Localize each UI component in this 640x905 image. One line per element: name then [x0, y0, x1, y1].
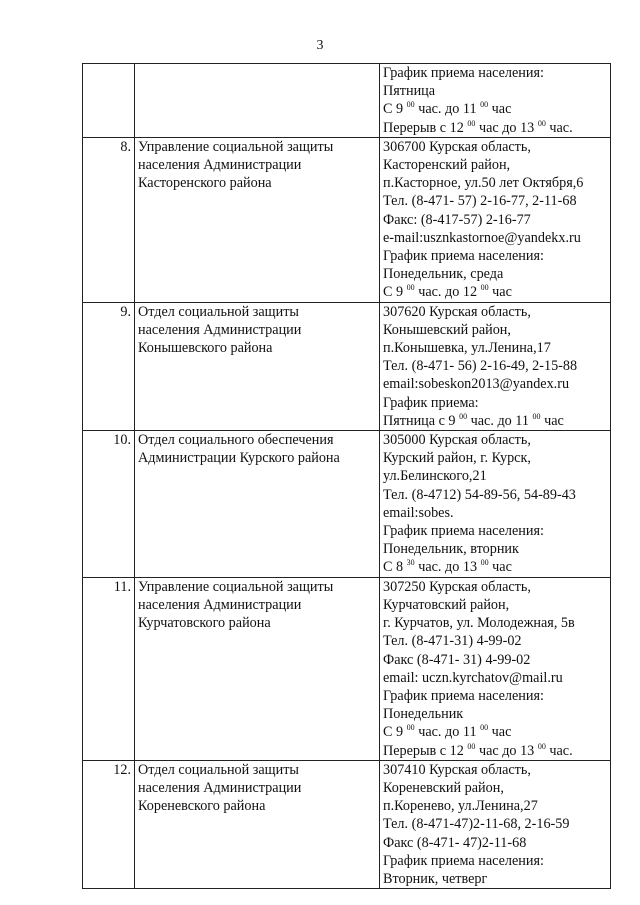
time-minutes: 00: [459, 411, 468, 421]
time-minutes: 00: [537, 741, 546, 751]
contact-line: Касторенский район,: [383, 157, 511, 174]
organization-line: Управление социальной защиты: [138, 578, 334, 595]
contact-info: [380, 64, 611, 138]
contact-line: Тел. (8-471-47)2-11-68, 2-16-59: [383, 816, 570, 833]
contact-info: [380, 431, 611, 578]
table-row: [83, 137, 611, 302]
time-minutes: 00: [537, 118, 546, 128]
organization-line: населения Администрации: [138, 779, 302, 796]
row-number: 8.: [83, 137, 135, 302]
table-body: [83, 64, 611, 889]
contact-line: Перерыв с 12 $^{00}$ час до 13 $^{00}$ час.: [383, 118, 573, 136]
contact-line: Конышевский район,: [383, 321, 511, 338]
time-minutes: 00: [480, 723, 489, 733]
time-minutes: 00: [532, 411, 541, 421]
organization-line: Администрации Курского района: [138, 450, 340, 467]
time-minutes: 30: [406, 558, 415, 568]
contact-line: ул.Белинского,21: [383, 468, 487, 485]
organization-line: Кореневского района: [138, 798, 266, 815]
contact-line: Тел. (8-471-31) 4-99-02: [383, 633, 522, 650]
time-minutes: 00: [480, 283, 489, 293]
time-minutes: 00: [406, 100, 415, 110]
contact-line: Понедельник, вторник: [383, 541, 519, 558]
contact-line: Вторник, четверг: [383, 870, 488, 887]
row-number: 9.: [83, 302, 135, 430]
contact-line: График приема населения:: [383, 852, 544, 869]
contact-line: email:sobeskon2013@yandex.ru: [383, 376, 570, 393]
organization-line: населения Администрации: [138, 157, 302, 174]
row-number: 10.: [83, 431, 135, 578]
table-row: [83, 302, 611, 430]
contact-line: График приема населения:: [383, 687, 544, 704]
contact-line: График приема населения:: [383, 523, 544, 540]
table-row: [83, 431, 611, 578]
contact-line: Понедельник: [383, 706, 464, 723]
time-minutes: 00: [480, 100, 489, 110]
table-row: [83, 760, 611, 888]
contact-line: email: uczn.kyrchatov@mail.ru: [383, 669, 563, 686]
time-minutes: 00: [406, 723, 415, 733]
organization-line: Касторенского района: [138, 175, 272, 192]
organization-line: Управление социальной защиты: [138, 138, 334, 155]
contact-line: С 9 $^{00}$ час. до 11 $^{00}$ час: [383, 100, 512, 118]
contact-line: 306700 Курская область,: [383, 138, 531, 155]
contact-line: 307250 Курская область,: [383, 578, 531, 595]
organization-line: Конышевского района: [138, 340, 273, 357]
contact-line: Факс (8-471- 31) 4-99-02: [383, 651, 531, 668]
contact-line: Понедельник, среда: [383, 266, 504, 283]
contact-line: e-mail:usznkastornoe@yandekx.ru: [383, 229, 581, 246]
time-minutes: 00: [406, 283, 415, 293]
contact-info: [380, 137, 611, 302]
organization-line: Отдел социального обеспечения: [138, 432, 334, 449]
contact-info: [380, 577, 611, 760]
contact-line: Тел. (8-471- 56) 2-16-49, 2-15-88: [383, 358, 578, 375]
page-number: 3: [316, 38, 324, 53]
organization-name: [135, 137, 380, 302]
contact-line: Факс (8-471- 47)2-11-68: [383, 834, 527, 851]
contact-line: Перерыв с 12 $^{00}$ час до 13 $^{00}$ час.: [383, 741, 573, 759]
contact-line: Факс: (8-417-57) 2-16-77: [383, 211, 531, 228]
contact-line: Тел. (8-4712) 54-89-56, 54-89-43: [383, 486, 576, 503]
contact-info: [380, 760, 611, 888]
contact-line: 307410 Курская область,: [383, 761, 531, 778]
contact-line: С 9 $^{00}$ час. до 11 $^{00}$ час: [383, 723, 512, 741]
organization-name: [135, 64, 380, 138]
time-minutes: 00: [467, 118, 476, 128]
organization-line: Отдел социальной защиты: [138, 303, 299, 320]
contact-line: Тел. (8-471- 57) 2-16-77, 2-11-68: [383, 193, 577, 210]
contact-line: п.Касторное, ул.50 лет Октября,6: [383, 175, 584, 192]
contact-line: Пятница: [383, 83, 436, 100]
organization-line: населения Администрации: [138, 321, 302, 338]
contact-line: Курский район, г. Курск,: [383, 450, 531, 467]
time-minutes: 00: [467, 741, 476, 751]
organization-name: [135, 760, 380, 888]
organization-line: Отдел социальной защиты: [138, 761, 299, 778]
departments-table: [82, 63, 611, 889]
table-row: [83, 577, 611, 760]
contact-line: С 9 $^{00}$ час. до 12 $^{00}$ час: [383, 283, 512, 301]
row-number: 12.: [83, 760, 135, 888]
contact-line: Пятница с 9 $^{00}$ час. до 11 $^{00}$ час: [383, 411, 564, 429]
contact-info: [380, 302, 611, 430]
contact-line: Кореневский район,: [383, 779, 504, 796]
contact-line: г. Курчатов, ул. Молодежная, 5в: [383, 615, 575, 632]
row-number: [83, 64, 135, 138]
contact-line: Курчатовский район,: [383, 596, 510, 613]
time-minutes: 00: [480, 558, 489, 568]
contact-line: График приема:: [383, 394, 479, 411]
organization-line: Курчатовского района: [138, 615, 271, 632]
contact-line: С 8 $^{30}$ час. до 13 $^{00}$ час: [383, 558, 512, 576]
contact-line: п.Коренево, ул.Ленина,27: [383, 798, 538, 815]
organization-name: [135, 431, 380, 578]
contact-line: 305000 Курская область,: [383, 432, 531, 449]
contact-line: 307620 Курская область,: [383, 303, 531, 320]
organization-name: [135, 302, 380, 430]
table-row: [83, 64, 611, 138]
contact-line: График приема населения:: [383, 65, 544, 81]
organization-line: населения Администрации: [138, 596, 302, 613]
row-number: 11.: [83, 577, 135, 760]
contact-line: п.Конышевка, ул.Ленина,17: [383, 340, 551, 357]
contact-line: График приема населения:: [383, 248, 544, 265]
contact-line: email:sobes.: [383, 504, 454, 521]
organization-name: [135, 577, 380, 760]
